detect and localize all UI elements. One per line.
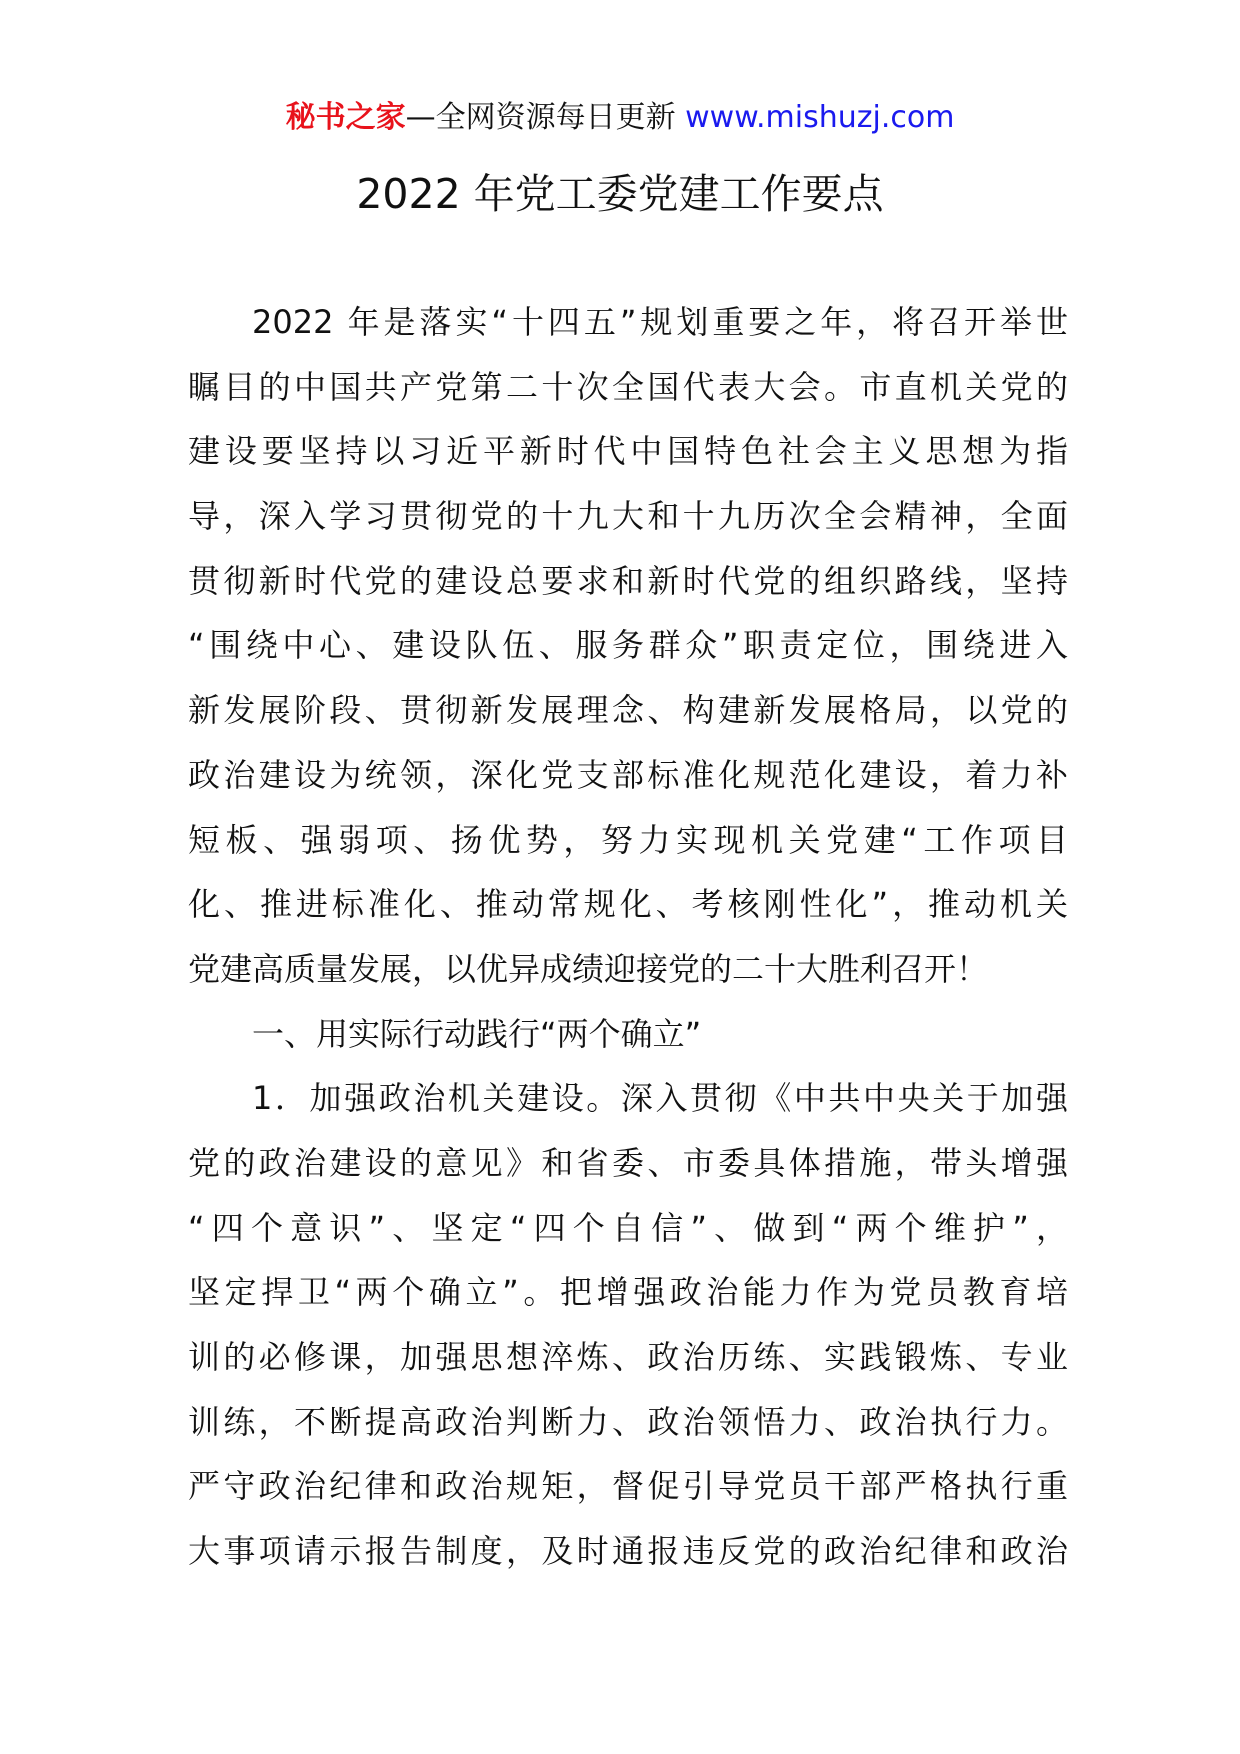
paragraph-line: 坚定捍卫“两个确立”。把增强政治能力作为党员教育培: [188, 1273, 1068, 1312]
paragraph-line: 严守政治纪律和政治规矩，督促引导党员干部严格执行重: [188, 1467, 1068, 1506]
paragraph-line: 新发展阶段、贯彻新发展理念、构建新发展格局，以党的: [188, 691, 1068, 730]
paragraph-line: 训练，不断提高政治判断力、政治领悟力、政治执行力。: [188, 1402, 1068, 1441]
header-tagline: —全网资源每日更新: [405, 100, 686, 135]
paragraph-line: 党的政治建设的意见》和省委、市委具体措施，带头增强: [188, 1143, 1068, 1182]
document-title: 2022 年党工委党建工作要点: [356, 170, 884, 218]
document-body: [188, 290, 1068, 1584]
paragraph-line: 瞩目的中国共产党第二十次全国代表大会。市直机关党的: [188, 367, 1068, 406]
paragraph-line: “四个意识”、坚定“四个自信”、做到“两个维护”，: [188, 1208, 1068, 1247]
paragraph-line: 贯彻新时代党的建设总要求和新时代党的组织路线，坚持: [188, 561, 1068, 600]
paragraph-line: 导，深入学习贯彻党的十九大和十九历次全会精神，全面: [188, 497, 1068, 536]
paragraph-line: “围绕中心、建设队伍、服务群众”职责定位，围绕进入: [188, 626, 1068, 665]
paragraph-line: 2022 年是落实“十四五”规划重要之年，将召开举世: [252, 303, 1068, 341]
paragraph-line: 政治建设为统领，深化党支部标准化规范化建设，着力补: [188, 755, 1068, 794]
paragraph-line: 训的必修课，加强思想淬炼、政治历练、实践锻炼、专业: [188, 1338, 1068, 1376]
paragraph-line: 建设要坚持以习近平新时代中国特色社会主义思想为指: [188, 432, 1068, 471]
brand-name: 秘书之家: [285, 100, 406, 135]
paragraph-line: 1．加强政治机关建设。深入贯彻《中共中央关于加强: [252, 1079, 1068, 1118]
site-header: [0, 98, 1240, 138]
site-url-link[interactable]: www.mishuzj.com: [685, 100, 955, 135]
paragraph-line: 化、推进标准化、推动常规化、考核刚性化”，推动机关: [188, 885, 1068, 924]
paragraph-line: 短板、强弱项、扬优势，努力实现机关党建“工作项目: [188, 820, 1068, 859]
section-heading: 一、用实际行动践行“两个确立”: [252, 1014, 702, 1053]
paragraph-line: 党建高质量发展，以优异成绩迎接党的二十大胜利召开！: [188, 949, 989, 988]
paragraph-line: 大事项请示报告制度，及时通报违反党的政治纪律和政治: [188, 1532, 1068, 1571]
